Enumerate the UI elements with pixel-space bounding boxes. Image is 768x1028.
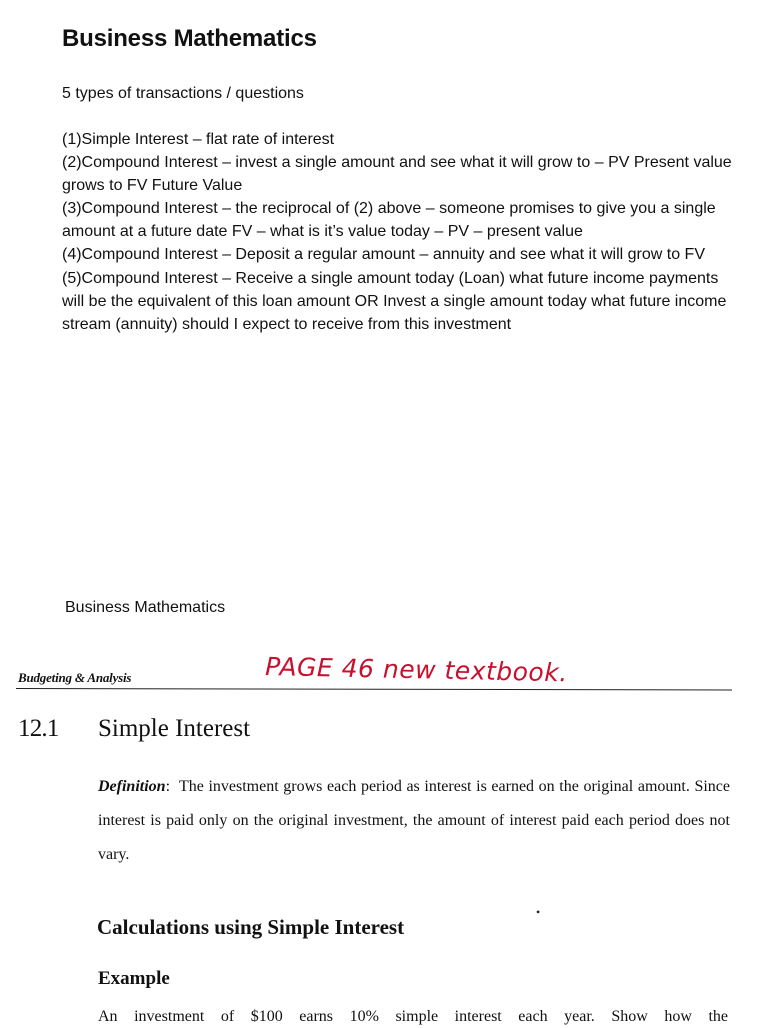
definition-text: The investment grows each period as interest is earned on the original amount. Since interest is paid only on the original investment, the amount of interest paid each period does not vary.	[98, 778, 731, 863]
list-item: (5)Compound Interest – Receive a single amount today (Loan) what future income payments will be the equivalent of this loan amount OR Invest a single amount today what future income stream (annuity) should I expect to receive from this investment	[62, 269, 727, 333]
document-title: Business Mathematics	[62, 25, 317, 52]
list-item: (2)Compound Interest – invest a single amount and see what it will grow to – PV Present value grows to FV Future Value	[62, 154, 732, 195]
definition-paragraph: Definition: The investment grows each period as interest is earned on the original amount. Since interest is paid only on the original investment, the amount of interest paid each period does not vary.	[98, 778, 731, 863]
list-item: (1)Simple Interest – flat rate of interest	[62, 131, 335, 148]
definition-label: Definition	[98, 778, 166, 795]
example-heading: Example	[98, 968, 170, 989]
handwritten-note-text: PAGE 46 new textbook.	[264, 652, 569, 688]
section-title: Simple Interest	[98, 715, 251, 742]
transaction-type-list	[62, 128, 742, 336]
section-number: 12.1	[18, 715, 59, 742]
scan-speck: •	[536, 905, 541, 919]
example-text: An investment of $100 earns 10% simple interest each year. Show how the	[98, 1008, 728, 1025]
document-subtitle: 5 types of transactions / questions	[62, 85, 304, 102]
list-item: (3)Compound Interest – the reciprocal of (2) above – someone promises to give you a single amount at a future date FV – what is it’s value today – PV – present value	[62, 200, 716, 241]
list-item: (4)Compound Interest – Deposit a regular amount – annuity and see what it will grow to FV	[62, 246, 705, 264]
page-footer-label: Business Mathematics	[65, 599, 226, 616]
document-page	[62, 22, 742, 336]
running-header: Budgeting & Analysis	[18, 670, 132, 685]
scanned-textbook-page	[0, 630, 768, 1024]
calculations-heading: Calculations using Simple Interest	[97, 915, 405, 939]
